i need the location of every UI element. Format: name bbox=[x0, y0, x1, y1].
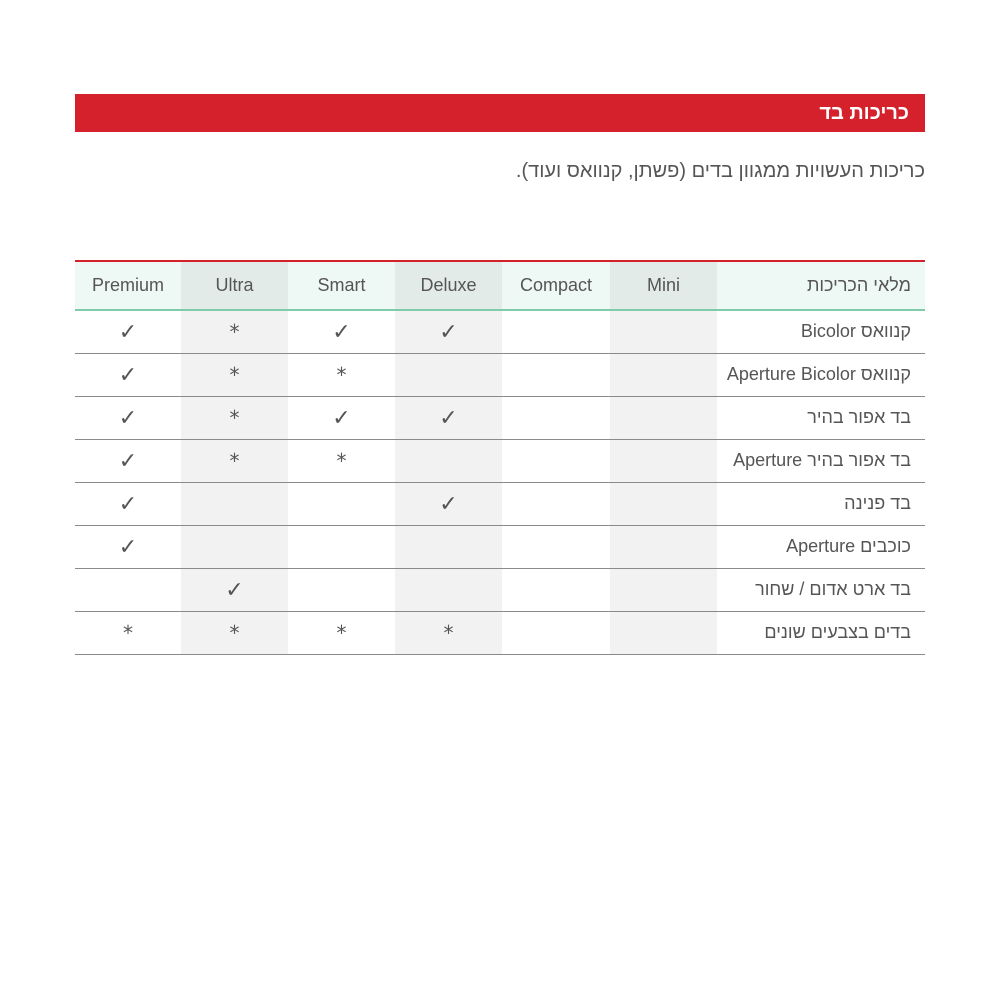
cell-deluxe bbox=[395, 611, 502, 654]
cell-ultra bbox=[181, 482, 288, 525]
column-header-compact: Compact bbox=[502, 261, 610, 310]
cell-ultra bbox=[181, 568, 288, 611]
cell-ultra bbox=[181, 611, 288, 654]
table-row bbox=[75, 525, 925, 568]
row-label: בדים בצבעים שונים bbox=[717, 611, 925, 654]
cell-smart bbox=[288, 439, 395, 482]
cell-smart bbox=[288, 396, 395, 439]
cell-mini bbox=[610, 310, 717, 353]
asterisk-mark: * bbox=[443, 620, 454, 645]
cell-compact bbox=[502, 439, 610, 482]
cell-premium bbox=[75, 439, 181, 482]
check-mark: ✓ bbox=[439, 491, 458, 517]
cell-smart bbox=[288, 310, 395, 353]
binding-comparison-table bbox=[75, 260, 925, 655]
cell-ultra bbox=[181, 439, 288, 482]
comparison-table bbox=[75, 260, 925, 655]
row-label: בד ארט אדום / שחור bbox=[717, 568, 925, 611]
asterisk-mark: * bbox=[123, 620, 133, 645]
check-mark: ✓ bbox=[439, 319, 458, 345]
asterisk-mark: * bbox=[336, 620, 347, 645]
cell-ultra bbox=[181, 310, 288, 353]
cell-smart bbox=[288, 353, 395, 396]
cell-premium bbox=[75, 611, 181, 654]
cell-mini bbox=[610, 353, 717, 396]
cell-mini bbox=[610, 396, 717, 439]
asterisk-mark: * bbox=[229, 448, 240, 473]
cell-smart bbox=[288, 482, 395, 525]
table-body bbox=[75, 310, 925, 654]
check-mark: ✓ bbox=[118, 405, 138, 431]
cell-smart bbox=[288, 568, 395, 611]
cell-ultra bbox=[181, 353, 288, 396]
asterisk-mark: * bbox=[229, 620, 240, 645]
cell-compact bbox=[502, 396, 610, 439]
row-label: בד אפור בהיר bbox=[717, 396, 925, 439]
row-label: כוכבים Aperture bbox=[717, 525, 925, 568]
check-mark: ✓ bbox=[118, 448, 138, 474]
cell-ultra bbox=[181, 396, 288, 439]
table-row bbox=[75, 310, 925, 353]
table-row bbox=[75, 568, 925, 611]
cell-deluxe bbox=[395, 353, 502, 396]
cell-smart bbox=[288, 525, 395, 568]
table-header-row bbox=[75, 261, 925, 310]
table-row bbox=[75, 353, 925, 396]
cell-deluxe bbox=[395, 525, 502, 568]
cell-deluxe bbox=[395, 396, 502, 439]
table-row bbox=[75, 439, 925, 482]
cell-compact bbox=[502, 568, 610, 611]
cell-compact bbox=[502, 525, 610, 568]
cell-compact bbox=[502, 353, 610, 396]
column-header-mini: Mini bbox=[610, 261, 717, 310]
asterisk-mark: * bbox=[336, 362, 347, 387]
column-header-ultra: Ultra bbox=[181, 261, 288, 310]
check-mark: ✓ bbox=[225, 577, 244, 603]
table-row bbox=[75, 396, 925, 439]
cell-deluxe bbox=[395, 482, 502, 525]
table-row bbox=[75, 611, 925, 654]
check-mark: ✓ bbox=[118, 362, 138, 388]
cell-deluxe bbox=[395, 310, 502, 353]
check-mark: ✓ bbox=[439, 405, 458, 431]
cell-deluxe bbox=[395, 439, 502, 482]
column-header-smart: Smart bbox=[288, 261, 395, 310]
row-label: בד פנינה bbox=[717, 482, 925, 525]
column-header-deluxe: Deluxe bbox=[395, 261, 502, 310]
table-row bbox=[75, 482, 925, 525]
asterisk-mark: * bbox=[336, 448, 347, 473]
column-header-premium: Premium bbox=[75, 261, 181, 310]
section-description: כריכות העשויות ממגוון בדים (פשתן, קנוואס ועוד). bbox=[515, 160, 925, 182]
row-label: בד אפור בהיר Aperture bbox=[717, 439, 925, 482]
cell-premium bbox=[75, 482, 181, 525]
row-label: קנוואס Bicolor bbox=[717, 310, 925, 353]
section-title: כריכות בד bbox=[819, 102, 909, 124]
check-mark: ✓ bbox=[118, 491, 138, 517]
check-mark: ✓ bbox=[118, 319, 138, 345]
cell-mini bbox=[610, 525, 717, 568]
asterisk-mark: * bbox=[229, 405, 240, 430]
cell-mini bbox=[610, 482, 717, 525]
check-mark: ✓ bbox=[332, 405, 351, 431]
column-header-label: מלאי הכריכות bbox=[717, 261, 925, 310]
cell-ultra bbox=[181, 525, 288, 568]
cell-premium bbox=[75, 525, 181, 568]
cell-premium bbox=[75, 353, 181, 396]
cell-premium bbox=[75, 568, 181, 611]
check-mark: ✓ bbox=[118, 534, 138, 560]
cell-mini bbox=[610, 611, 717, 654]
asterisk-mark: * bbox=[229, 362, 240, 387]
cell-deluxe bbox=[395, 568, 502, 611]
cell-premium bbox=[75, 310, 181, 353]
cell-compact bbox=[502, 482, 610, 525]
cell-premium bbox=[75, 396, 181, 439]
section-header-bar bbox=[75, 94, 925, 132]
cell-smart bbox=[288, 611, 395, 654]
cell-compact bbox=[502, 611, 610, 654]
check-mark: ✓ bbox=[332, 319, 351, 345]
asterisk-mark: * bbox=[229, 319, 240, 344]
cell-mini bbox=[610, 439, 717, 482]
cell-mini bbox=[610, 568, 717, 611]
cell-compact bbox=[502, 310, 610, 353]
row-label: קנוואס Aperture Bicolor bbox=[717, 353, 925, 396]
